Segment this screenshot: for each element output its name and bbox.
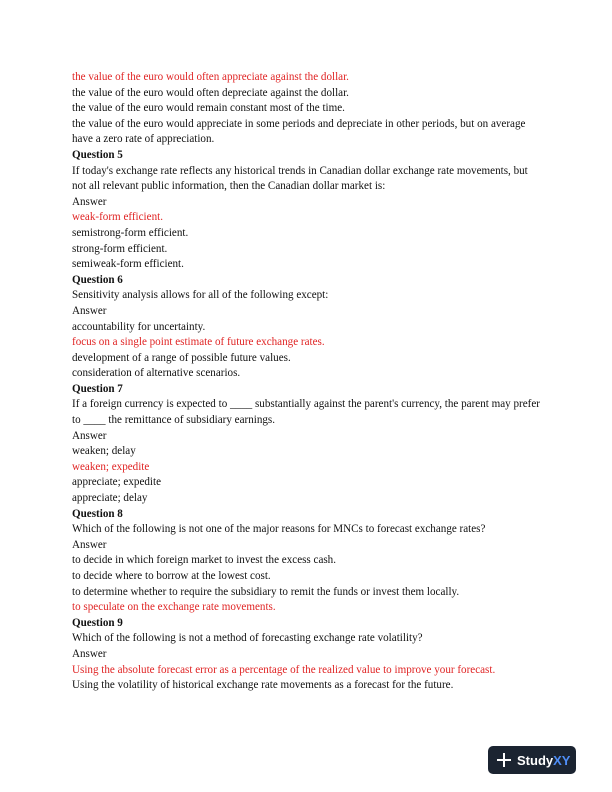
question-prompt: If today's exchange rate reflects any historical trends in Canadian dollar exchange rate movements, but not all relevant public information, then the Canadian dollar market is: — [72, 164, 528, 193]
option-line: focus on a single point estimate of future exchange rates. — [72, 336, 325, 349]
question-prompt: Sensitivity analysis allows for all of the following except: — [72, 289, 329, 302]
question-prompt: Which of the following is not a method of forecasting exchange rate volatility? — [72, 632, 423, 645]
option-line: appreciate; expedite — [72, 476, 162, 489]
option-line: the value of the euro would appreciate in some periods and depreciate in other periods, but on average have a zero rate of appreciation. — [72, 117, 526, 146]
question-block — [72, 507, 542, 616]
document-body — [72, 70, 542, 694]
option-line: strong-form efficient. — [72, 242, 168, 255]
studyxy-logo[interactable] — [488, 746, 576, 774]
question-block — [72, 616, 542, 694]
answer-label: Answer — [72, 647, 107, 660]
answer-label: Answer — [72, 538, 107, 551]
question-title: Question 8 — [72, 507, 123, 520]
question-title: Question 7 — [72, 382, 123, 395]
option-line: semiweak-form efficient. — [72, 258, 184, 271]
option-line: weaken; delay — [72, 445, 136, 458]
option-line: weak-form efficient. — [72, 211, 163, 224]
question-block — [72, 148, 542, 273]
option-line: accountability for uncertainty. — [72, 320, 206, 333]
brand-name: StudyXY — [517, 752, 571, 768]
question-prompt: If a foreign currency is expected to ____ substantially against the parent's currency, the parent may prefer to ____ the remittance of subsidiary earnings. — [72, 398, 540, 427]
question-block — [72, 273, 542, 382]
option-line: consideration of alternative scenarios. — [72, 367, 241, 380]
option-line: the value of the euro would often appreciate against the dollar. — [72, 71, 349, 83]
question-block — [72, 382, 542, 507]
answer-label: Answer — [72, 429, 107, 442]
answer-label: Answer — [72, 195, 107, 208]
option-line: to speculate on the exchange rate movements. — [72, 601, 276, 614]
option-line: the value of the euro would often depreciate against the dollar. — [72, 86, 349, 99]
previous-options — [72, 70, 542, 148]
option-line: development of a range of possible future values. — [72, 351, 291, 364]
question-title: Question 6 — [72, 273, 123, 286]
question-title: Question 9 — [72, 616, 123, 629]
option-line: to decide in which foreign market to invest the excess cash. — [72, 554, 337, 567]
option-line: to determine whether to require the subsidiary to remit the funds or invest them locally. — [72, 585, 460, 598]
question-title: Question 5 — [72, 148, 123, 161]
option-line: the value of the euro would remain constant most of the time. — [72, 102, 345, 115]
option-line: appreciate; delay — [72, 492, 148, 505]
answer-label: Answer — [72, 304, 107, 317]
question-prompt: Which of the following is not one of the major reasons for MNCs to forecast exchange rates? — [72, 523, 486, 536]
plus-icon — [497, 753, 511, 767]
option-line: semistrong-form efficient. — [72, 226, 189, 239]
option-line: Using the absolute forecast error as a percentage of the realized value to improve your forecast. — [72, 663, 496, 676]
option-line: to decide where to borrow at the lowest cost. — [72, 570, 271, 582]
option-line: Using the volatility of historical exchange rate movements as a forecast for the future. — [72, 679, 454, 692]
option-line: weaken; expedite — [72, 460, 150, 473]
